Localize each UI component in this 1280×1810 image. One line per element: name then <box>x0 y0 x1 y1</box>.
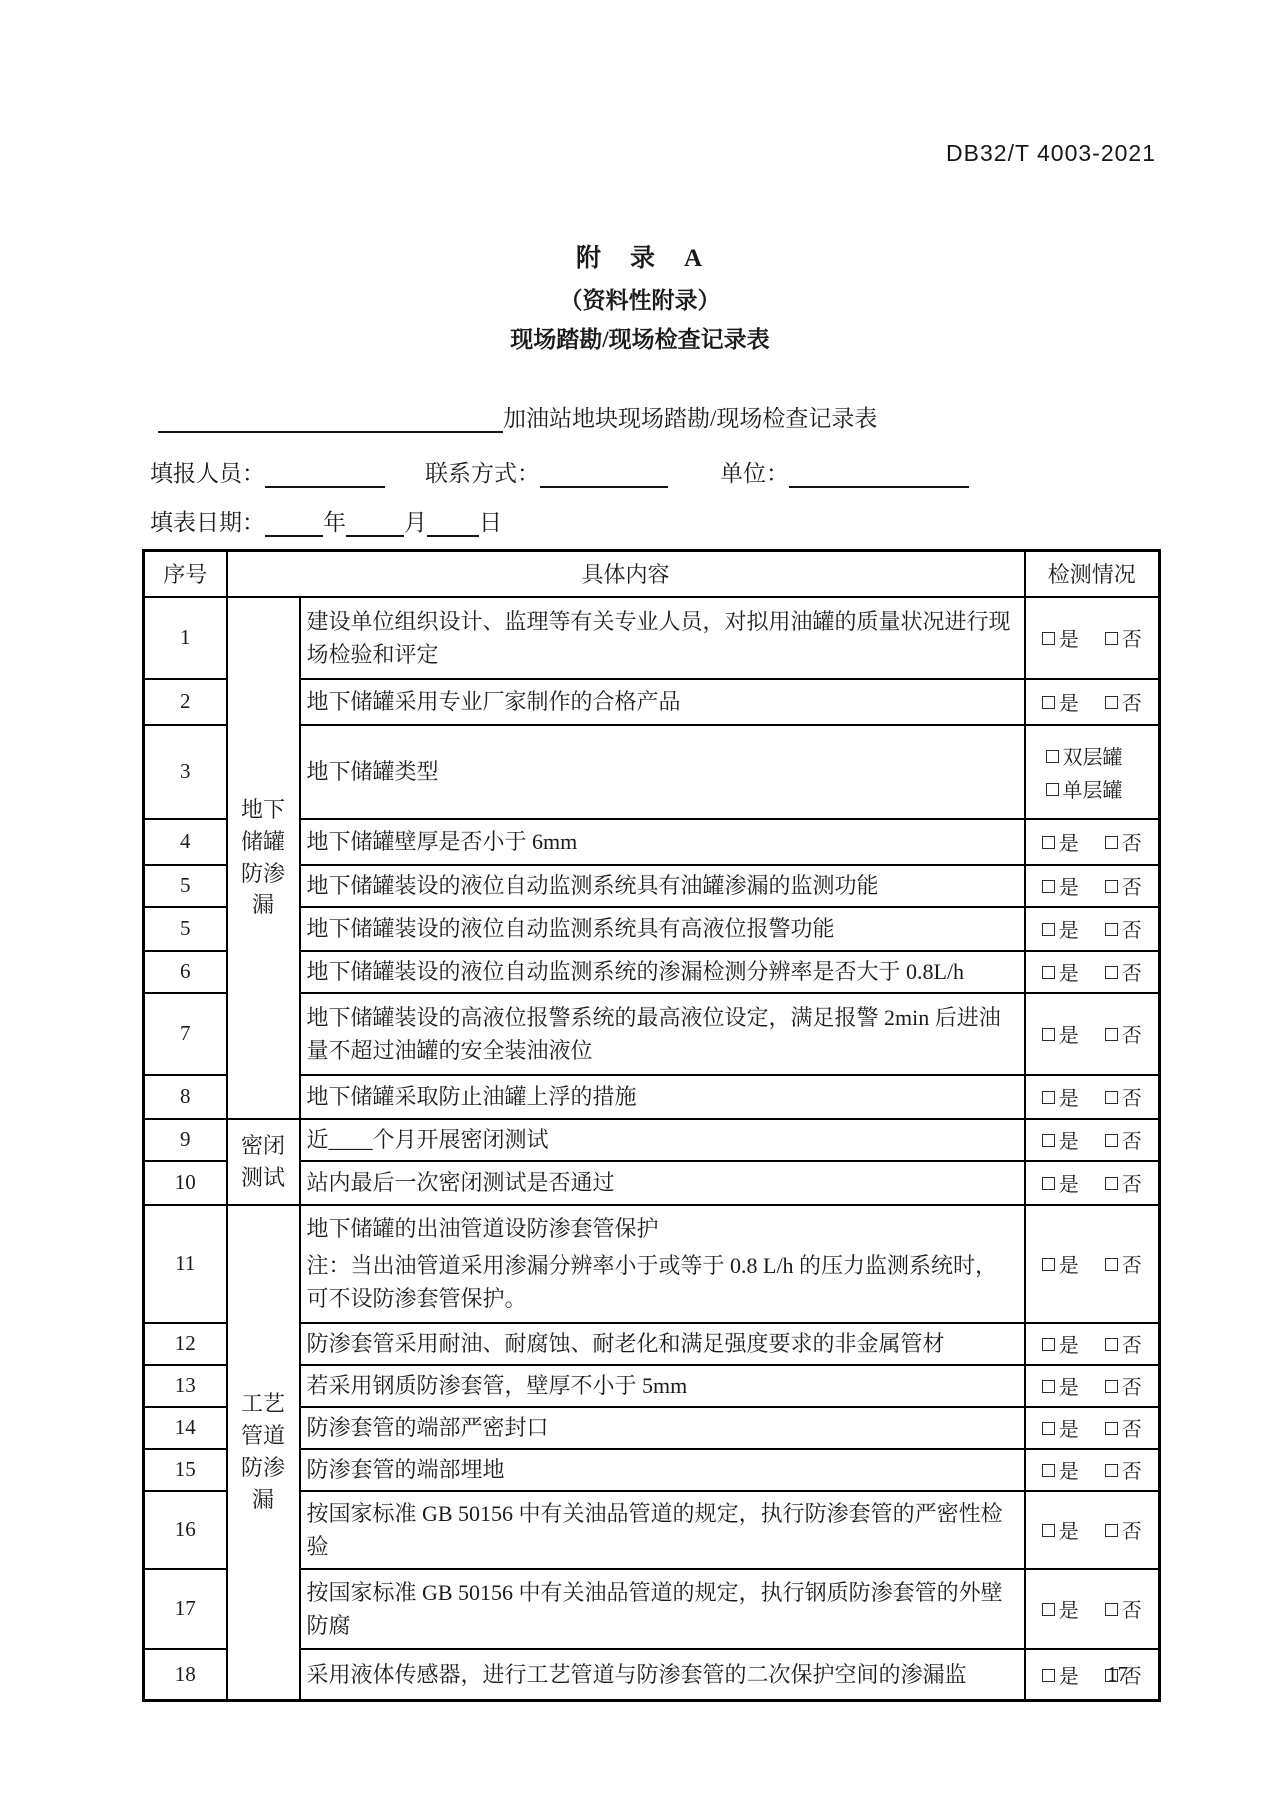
option-label: 否 <box>1121 1025 1142 1047</box>
no-checkbox[interactable] <box>1105 1082 1142 1111</box>
no-checkbox[interactable] <box>1105 1019 1142 1048</box>
checkbox-icon[interactable] <box>1105 696 1118 709</box>
no-checkbox[interactable] <box>1105 957 1142 986</box>
year-label: 年 <box>323 510 346 535</box>
checkbox-icon[interactable] <box>1042 836 1055 849</box>
doc-code: DB32/T 4003-2021 <box>946 140 1156 166</box>
check-options <box>1025 1407 1160 1449</box>
no-checkbox[interactable] <box>1105 1249 1142 1278</box>
month-label: 月 <box>404 510 427 535</box>
unit-label: 单位： <box>720 461 789 486</box>
station-line-text: 加油站地块现场踏勘/现场检查记录表 <box>503 406 878 431</box>
option-label: 是 <box>1058 963 1079 985</box>
yes-checkbox[interactable] <box>1042 687 1079 716</box>
yes-checkbox[interactable] <box>1042 1594 1079 1623</box>
row-number: 18 <box>144 1649 227 1701</box>
group-label-process-piping: 工艺管道防渗漏 <box>227 1205 300 1701</box>
double-wall-tank-checkbox[interactable] <box>1046 741 1153 770</box>
option-label: 是 <box>1058 629 1079 651</box>
checkbox-icon[interactable] <box>1105 880 1118 893</box>
table-row <box>144 1119 1160 1161</box>
checkbox-icon[interactable] <box>1105 632 1118 645</box>
row-content-note: 注：当出油管道采用渗漏分辨率小于或等于 0.8 L/h 的压力监测系统时，可不设防渗套管保护。 <box>306 1253 998 1311</box>
checkbox-icon[interactable] <box>1105 1524 1118 1537</box>
checkbox-icon[interactable] <box>1042 696 1055 709</box>
checkbox-icon[interactable] <box>1042 966 1055 979</box>
check-options <box>1025 1161 1160 1205</box>
yes-checkbox[interactable] <box>1042 1329 1079 1358</box>
station-name-line <box>158 400 1280 433</box>
option-label: 是 <box>1058 1335 1079 1357</box>
checkbox-icon[interactable] <box>1042 1258 1055 1271</box>
option-label: 否 <box>1121 1255 1142 1277</box>
option-label: 否 <box>1121 1335 1142 1357</box>
no-checkbox[interactable] <box>1105 1455 1142 1484</box>
checkbox-icon[interactable] <box>1042 1177 1055 1190</box>
row-number: 1 <box>144 597 227 679</box>
date-label: 填表日期： <box>150 510 265 535</box>
row-content: 地下储罐采取防止油罐上浮的措施 <box>300 1075 1025 1119</box>
row-number: 6 <box>144 951 227 993</box>
row-content: 防渗套管的端部埋地 <box>300 1449 1025 1491</box>
no-checkbox[interactable] <box>1105 827 1142 856</box>
row-number: 11 <box>144 1205 227 1323</box>
option-label: 否 <box>1121 629 1142 651</box>
no-checkbox[interactable] <box>1105 687 1142 716</box>
option-label: 否 <box>1121 1521 1142 1543</box>
table-header-row <box>144 551 1160 597</box>
row-content: 建设单位组织设计、监理等有关专业人员，对拟用油罐的质量状况进行现场检验和评定 <box>300 597 1025 679</box>
row-number: 7 <box>144 993 227 1075</box>
option-label: 否 <box>1121 1419 1142 1441</box>
page-number: 17 <box>1107 1662 1128 1686</box>
row-content: 地下储罐采用专业厂家制作的合格产品 <box>300 679 1025 725</box>
check-options <box>1025 993 1160 1075</box>
row-content: 地下储罐装设的液位自动监测系统具有油罐渗漏的监测功能 <box>300 865 1025 907</box>
checkbox-icon[interactable] <box>1042 1380 1055 1393</box>
checkbox-icon[interactable] <box>1042 880 1055 893</box>
option-label: 否 <box>1121 1377 1142 1399</box>
option-label: 否 <box>1121 1088 1142 1110</box>
row-content <box>300 1205 1025 1323</box>
option-label: 是 <box>1058 1419 1079 1441</box>
checkbox-icon[interactable] <box>1042 1524 1055 1537</box>
option-label: 是 <box>1058 877 1079 899</box>
checkbox-icon[interactable] <box>1105 1177 1118 1190</box>
option-label: 是 <box>1058 1025 1079 1047</box>
checkbox-icon[interactable] <box>1105 1134 1118 1147</box>
table-row <box>144 597 1160 679</box>
option-label: 否 <box>1121 963 1142 985</box>
checkbox-icon[interactable] <box>1042 1669 1055 1682</box>
option-label: 是 <box>1058 1665 1079 1688</box>
check-options <box>1025 1075 1160 1119</box>
option-label: 否 <box>1121 920 1142 942</box>
row-number: 12 <box>144 1323 227 1365</box>
unit-blank[interactable] <box>789 464 969 488</box>
check-options <box>1025 951 1160 993</box>
single-wall-tank-checkbox[interactable] <box>1046 774 1153 803</box>
option-label: 是 <box>1058 1088 1079 1110</box>
filler-blank[interactable] <box>265 464 385 488</box>
checkbox-icon[interactable] <box>1042 1091 1055 1104</box>
row-content: 按国家标准 GB 50156 中有关油品管道的规定，执行钢质防渗套管的外壁防腐 <box>300 1569 1025 1649</box>
filler-label: 填报人员： <box>150 461 265 486</box>
option-label: 是 <box>1058 693 1079 715</box>
option-label: 否 <box>1121 1665 1142 1688</box>
checkbox-icon[interactable] <box>1042 1464 1055 1477</box>
option-label: 单层罐 <box>1062 779 1123 802</box>
yes-checkbox[interactable] <box>1042 1249 1079 1278</box>
checkbox-icon[interactable] <box>1105 1464 1118 1477</box>
option-label: 是 <box>1058 833 1079 855</box>
option-label: 否 <box>1121 877 1142 899</box>
row-content-main: 地下储罐的出油管道设防渗套管保护 <box>306 1216 659 1241</box>
yes-checkbox[interactable] <box>1042 1082 1079 1111</box>
contact-blank[interactable] <box>540 464 668 488</box>
no-checkbox[interactable] <box>1105 1168 1142 1197</box>
check-options <box>1025 907 1160 951</box>
yes-checkbox[interactable] <box>1042 1019 1079 1048</box>
check-options <box>1025 865 1160 907</box>
check-options <box>1025 819 1160 865</box>
yes-checkbox[interactable] <box>1042 1371 1079 1400</box>
checkbox-icon[interactable] <box>1042 1422 1055 1435</box>
row-content: 站内最后一次密闭测试是否通过 <box>300 1161 1025 1205</box>
row-number: 15 <box>144 1449 227 1491</box>
check-options <box>1025 1449 1160 1491</box>
check-options <box>1025 1649 1160 1701</box>
check-options <box>1025 679 1160 725</box>
checkbox-icon[interactable] <box>1105 1380 1118 1393</box>
yes-checkbox[interactable] <box>1042 827 1079 856</box>
col-header-result: 检测情况 <box>1025 551 1160 597</box>
checkbox-icon[interactable] <box>1105 1603 1118 1616</box>
appendix-title: 附 录 A <box>575 245 705 272</box>
checkbox-icon[interactable] <box>1046 783 1059 796</box>
group-label-tightness-test: 密闭测试 <box>227 1119 300 1205</box>
option-label: 否 <box>1121 1461 1142 1483</box>
row-content: 防渗套管的端部严密封口 <box>300 1407 1025 1449</box>
option-label: 是 <box>1058 1131 1079 1153</box>
no-checkbox[interactable] <box>1105 1515 1142 1544</box>
option-label: 是 <box>1058 1174 1079 1196</box>
row-number: 8 <box>144 1075 227 1119</box>
date-day-blank[interactable] <box>427 513 479 537</box>
row-number: 13 <box>144 1365 227 1407</box>
yes-checkbox[interactable] <box>1042 1125 1079 1154</box>
row-number: 16 <box>144 1491 227 1569</box>
option-label: 否 <box>1121 693 1142 715</box>
option-label: 否 <box>1121 1174 1142 1196</box>
check-options <box>1025 1365 1160 1407</box>
yes-checkbox[interactable] <box>1042 1660 1079 1689</box>
checkbox-icon[interactable] <box>1105 923 1118 936</box>
option-label: 双层罐 <box>1062 746 1123 769</box>
checkbox-icon[interactable] <box>1042 1028 1055 1041</box>
checkbox-icon[interactable] <box>1042 923 1055 936</box>
row-number: 5 <box>144 865 227 907</box>
check-options <box>1025 1119 1160 1161</box>
check-options <box>1025 1323 1160 1365</box>
no-checkbox[interactable] <box>1105 1329 1142 1358</box>
row-number: 4 <box>144 819 227 865</box>
option-label: 是 <box>1058 920 1079 942</box>
station-name-blank[interactable] <box>158 409 503 433</box>
yes-checkbox[interactable] <box>1042 957 1079 986</box>
checkbox-icon[interactable] <box>1105 836 1118 849</box>
form-title: 现场踏勘/现场检查记录表 <box>510 327 770 352</box>
row-content: 采用液体传感器，进行工艺管道与防渗套管的二次保护空间的渗漏监 <box>300 1649 1025 1701</box>
option-label: 是 <box>1058 1461 1079 1483</box>
row-content: 若采用钢质防渗套管，壁厚不小于 5mm <box>300 1365 1025 1407</box>
row-content: 地下储罐装设的高液位报警系统的最高液位设定，满足报警 2min 后进油量不超过油罐的安全装油液位 <box>300 993 1025 1075</box>
row-number: 3 <box>144 725 227 819</box>
check-options <box>1025 1205 1160 1323</box>
date-line <box>150 504 1280 537</box>
no-checkbox[interactable] <box>1105 1413 1142 1442</box>
checkbox-icon[interactable] <box>1105 1258 1118 1271</box>
checkbox-icon[interactable] <box>1042 1338 1055 1351</box>
option-label: 是 <box>1058 1600 1079 1622</box>
row-content: 近____个月开展密闭测试 <box>300 1119 1025 1161</box>
yes-checkbox[interactable] <box>1042 1168 1079 1197</box>
date-month-blank[interactable] <box>346 513 404 537</box>
row-number: 10 <box>144 1161 227 1205</box>
row-content: 防渗套管采用耐油、耐腐蚀、耐老化和满足强度要求的非金属管材 <box>300 1323 1025 1365</box>
row-number: 2 <box>144 679 227 725</box>
option-label: 是 <box>1058 1255 1079 1277</box>
date-year-blank[interactable] <box>265 513 323 537</box>
appendix-note: （资料性附录） <box>559 288 721 313</box>
day-label: 日 <box>479 510 502 535</box>
checkbox-icon[interactable] <box>1105 966 1118 979</box>
row-number: 5 <box>144 907 227 951</box>
col-header-no: 序号 <box>144 551 227 597</box>
row-content: 按国家标准 GB 50156 中有关油品管道的规定，执行防渗套管的严密性检验 <box>300 1491 1025 1569</box>
no-checkbox[interactable] <box>1105 1371 1142 1400</box>
no-checkbox[interactable] <box>1105 623 1142 652</box>
col-header-content: 具体内容 <box>227 551 1025 597</box>
checkbox-icon[interactable] <box>1105 1422 1118 1435</box>
table-row <box>144 1205 1160 1323</box>
checkbox-icon[interactable] <box>1042 1134 1055 1147</box>
filler-info-line <box>150 455 1280 488</box>
yes-checkbox[interactable] <box>1042 1455 1079 1484</box>
row-content: 地下储罐装设的液位自动监测系统的渗漏检测分辨率是否大于 0.8L/h <box>300 951 1025 993</box>
option-label: 否 <box>1121 1131 1142 1153</box>
yes-checkbox[interactable] <box>1042 914 1079 943</box>
checkbox-icon[interactable] <box>1042 632 1055 645</box>
checkbox-icon[interactable] <box>1105 1338 1118 1351</box>
checkbox-icon[interactable] <box>1042 1603 1055 1616</box>
yes-checkbox[interactable] <box>1042 871 1079 900</box>
check-options <box>1025 725 1160 819</box>
row-number: 17 <box>144 1569 227 1649</box>
checkbox-icon[interactable] <box>1105 1028 1118 1041</box>
row-content: 地下储罐壁厚是否小于 6mm <box>300 819 1025 865</box>
check-options <box>1025 597 1160 679</box>
no-checkbox[interactable] <box>1105 914 1142 943</box>
check-options <box>1025 1569 1160 1649</box>
contact-label: 联系方式： <box>425 461 540 486</box>
yes-checkbox[interactable] <box>1042 623 1079 652</box>
check-options <box>1025 1491 1160 1569</box>
yes-checkbox[interactable] <box>1042 1413 1079 1442</box>
option-label: 否 <box>1121 833 1142 855</box>
row-content: 地下储罐装设的液位自动监测系统具有高液位报警功能 <box>300 907 1025 951</box>
no-checkbox[interactable] <box>1105 871 1142 900</box>
no-checkbox[interactable] <box>1105 1125 1142 1154</box>
row-number: 9 <box>144 1119 227 1161</box>
yes-checkbox[interactable] <box>1042 1515 1079 1544</box>
option-label: 否 <box>1121 1600 1142 1622</box>
inspection-table <box>142 549 1161 1702</box>
row-content: 地下储罐类型 <box>300 725 1025 819</box>
row-number: 14 <box>144 1407 227 1449</box>
option-label: 是 <box>1058 1377 1079 1399</box>
checkbox-icon[interactable] <box>1046 750 1059 763</box>
checkbox-icon[interactable] <box>1105 1091 1118 1104</box>
no-checkbox[interactable] <box>1105 1594 1142 1623</box>
group-label-underground-tank: 地下储罐防渗漏 <box>227 597 300 1119</box>
option-label: 是 <box>1058 1521 1079 1543</box>
